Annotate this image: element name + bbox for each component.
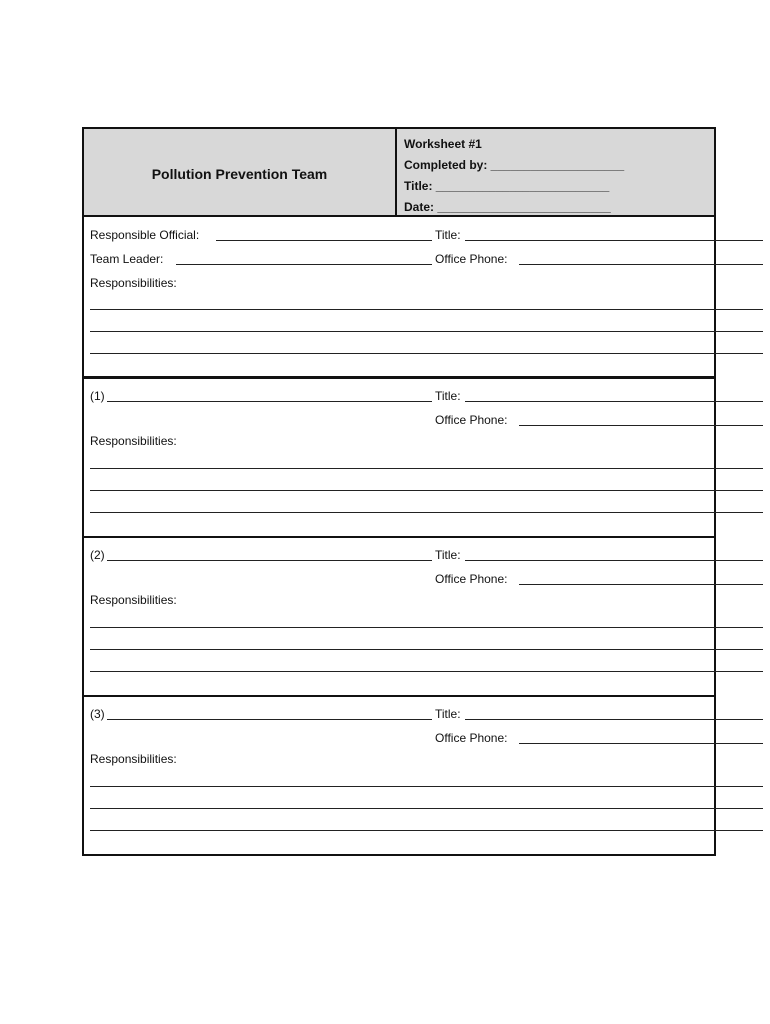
member-title-input[interactable]: [465, 401, 763, 402]
responsibilities-line[interactable]: [90, 468, 763, 469]
official-title-label: Title:: [435, 228, 461, 242]
member-number: (3): [90, 707, 105, 721]
responsibilities-line[interactable]: [90, 786, 763, 787]
member-phone-label: Office Phone:: [435, 413, 508, 427]
responsibilities-label: Responsibilities:: [90, 434, 177, 448]
responsibilities-line[interactable]: [90, 490, 763, 491]
member-title-input[interactable]: [465, 560, 763, 561]
member-number: (1): [90, 389, 105, 403]
date-field[interactable]: Date: __________________________: [404, 200, 611, 214]
team-leader-label: Team Leader:: [90, 252, 164, 266]
responsibilities-line[interactable]: [90, 830, 763, 831]
header-title-field[interactable]: Title: __________________________: [404, 179, 610, 193]
responsibilities-line[interactable]: [90, 512, 763, 513]
member-title-label: Title:: [435, 389, 461, 403]
member-title-label: Title:: [435, 548, 461, 562]
member-title-label: Title:: [435, 707, 461, 721]
responsibilities-label: Responsibilities:: [90, 593, 177, 607]
responsibilities-label: Responsibilities:: [90, 276, 177, 290]
responsibilities-line[interactable]: [90, 808, 763, 809]
responsibilities-line[interactable]: [90, 671, 763, 672]
responsibilities-line[interactable]: [90, 353, 763, 354]
member-number: (2): [90, 548, 105, 562]
official-title-input[interactable]: [465, 240, 763, 241]
responsibilities-label: Responsibilities:: [90, 752, 177, 766]
header-divider: [395, 127, 397, 217]
responsible-official-input[interactable]: [216, 240, 432, 241]
leader-phone-input[interactable]: [519, 264, 763, 265]
member-name-input[interactable]: [107, 401, 432, 402]
worksheet-number: Worksheet #1: [404, 137, 482, 151]
responsibilities-line[interactable]: [90, 649, 763, 650]
member-phone-input[interactable]: [519, 425, 763, 426]
completed-by-field[interactable]: Completed by: ____________________: [404, 158, 625, 172]
responsibilities-line[interactable]: [90, 331, 763, 332]
member-name-input[interactable]: [107, 719, 432, 720]
member-phone-input[interactable]: [519, 743, 763, 744]
member-phone-label: Office Phone:: [435, 731, 508, 745]
responsible-official-label: Responsible Official:: [90, 228, 200, 242]
member-name-input[interactable]: [107, 560, 432, 561]
responsibilities-line[interactable]: [90, 309, 763, 310]
team-title: Pollution Prevention Team: [151, 166, 328, 182]
member-phone-input[interactable]: [519, 584, 763, 585]
member-title-input[interactable]: [465, 719, 763, 720]
member-phone-label: Office Phone:: [435, 572, 508, 586]
leader-phone-label: Office Phone:: [435, 252, 508, 266]
responsibilities-line[interactable]: [90, 627, 763, 628]
team-leader-input[interactable]: [176, 264, 432, 265]
